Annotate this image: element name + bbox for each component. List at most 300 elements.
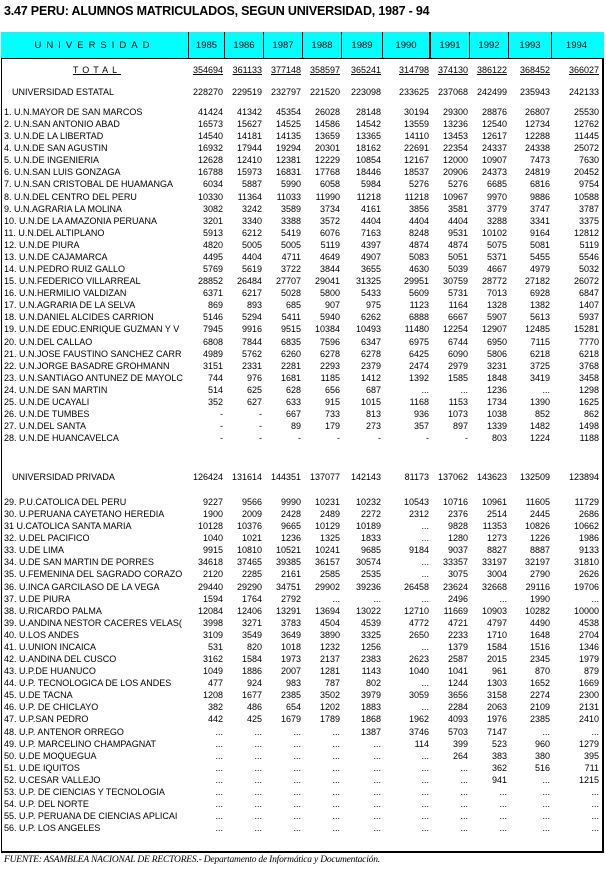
enrollment-value: 6278 [319, 348, 340, 359]
enrollment-value: 12254 [442, 324, 468, 335]
enrollment-value: 2120 [202, 569, 223, 580]
enrollment-value: ... [542, 799, 550, 809]
university-name: 9. U.N.AGRARIA LA MOLINA [4, 203, 123, 214]
enrollment-value: 4979 [529, 264, 550, 275]
university-name: 23. U.N.SANTIAGO ANTUNEZ DE MAYOLC [4, 372, 183, 383]
enrollment-value: 1677 [241, 690, 262, 701]
enrollment-value: 514 [207, 384, 223, 395]
enrollment-value: 1679 [280, 714, 301, 725]
enrollment-value: 1594 [202, 593, 223, 604]
enrollment-value: 6218 [529, 348, 550, 359]
header-year: 1991 [431, 32, 470, 58]
enrollment-value: 10907 [481, 155, 507, 166]
table-row [2, 106, 602, 118]
enrollment-value: ... [293, 726, 301, 737]
enrollment-value: 29041 [314, 276, 340, 287]
enrollment-value: 10282 [524, 605, 550, 616]
enrollment-value: 4721 [447, 617, 468, 628]
enrollment-value: 5731 [447, 288, 468, 299]
enrollment-value: 6034 [202, 179, 223, 190]
enrollment-value: 2428 [280, 509, 301, 520]
enrollment-value: 9037 [447, 545, 468, 556]
table-row [2, 336, 602, 348]
enrollment-value: 3162 [202, 654, 223, 665]
enrollment-value: 27182 [524, 276, 550, 287]
enrollment-value: ... [254, 762, 262, 773]
table-row [2, 556, 602, 568]
enrollment-value: 2979 [447, 360, 468, 371]
enrollment-value: 983 [285, 678, 301, 689]
enrollment-value: 28876 [481, 107, 507, 117]
enrollment-value: - [378, 433, 381, 444]
enrollment-value: 12406 [236, 605, 262, 616]
enrollment-value: 29290 [236, 581, 262, 592]
enrollment-value: 3572 [319, 215, 340, 226]
enrollment-value: 1339 [486, 421, 507, 432]
enrollment-value: 13453 [442, 131, 468, 142]
enrollment-value: 3388 [280, 215, 301, 226]
enrollment-value: 383 [491, 750, 507, 761]
enrollment-value: ... [460, 799, 468, 809]
enrollment-value: 3158 [486, 690, 507, 701]
enrollment-value: 19294 [275, 143, 301, 154]
enrollment-value: 11729 [574, 497, 599, 507]
enrollment-value: 1281 [319, 666, 340, 677]
enrollment-value: 5984 [360, 179, 381, 190]
enrollment-value: ... [254, 750, 262, 761]
enrollment-value: ... [421, 762, 429, 773]
enrollment-value: 633 [285, 396, 301, 407]
enrollment-value: 6076 [319, 227, 340, 238]
enrollment-value: 802 [365, 678, 381, 689]
enrollment-value: 4820 [202, 239, 223, 250]
enrollment-value: 1273 [486, 533, 507, 544]
enrollment-value: 3725 [529, 360, 550, 371]
enrollment-value: 2474 [408, 360, 429, 371]
enrollment-value: 27707 [275, 276, 301, 287]
enrollment-value: 223098 [350, 87, 381, 97]
enrollment-value: 3655 [360, 264, 381, 275]
table-row [2, 191, 602, 203]
enrollment-value: 3787 [578, 203, 599, 214]
enrollment-value: 5613 [529, 312, 550, 323]
enrollment-value: 3151 [202, 360, 223, 371]
enrollment-value: 81173 [404, 472, 429, 482]
enrollment-value: 24337 [481, 143, 507, 154]
enrollment-value: 11480 [404, 324, 429, 335]
enrollment-value: 137062 [437, 472, 468, 482]
enrollment-value: 7945 [202, 324, 223, 335]
enrollment-value: 131614 [231, 472, 262, 482]
enrollment-value: ... [215, 786, 223, 797]
enrollment-value: 1185 [320, 372, 340, 383]
enrollment-value: 132509 [519, 472, 550, 482]
enrollment-value: 24819 [524, 167, 550, 178]
university-name: 7. U.N.SAN CRISTOBAL DE HUAMANGA [4, 179, 174, 190]
enrollment-value: 4404 [241, 251, 262, 262]
enrollment-value: 5039 [447, 264, 468, 275]
enrollment-value: 1236 [280, 533, 301, 544]
table-row [2, 372, 602, 384]
enrollment-value: 11033 [276, 191, 301, 202]
enrollment-value: 3779 [486, 203, 507, 214]
header-year: 1986 [225, 32, 264, 58]
university-name: 28. U.N.DE HUANCAVELCA [4, 433, 119, 444]
enrollment-value: 4161 [360, 203, 381, 214]
header-year: 1987 [264, 32, 303, 58]
enrollment-value: 19706 [573, 581, 599, 592]
enrollment-value: 3589 [280, 203, 301, 214]
enrollment-value: 1153 [448, 396, 468, 407]
university-name: 53. U.P. DE CIENCIAS Y TECNOLOGIA [4, 786, 165, 797]
university-name: 15. U.N.FEDERICO VILLARREAL [4, 276, 141, 287]
enrollment-value: ... [499, 823, 507, 834]
enrollment-value: ... [421, 786, 429, 797]
enrollment-value: 10854 [355, 155, 381, 166]
enrollment-value: ... [591, 799, 599, 809]
table-row [2, 239, 602, 251]
enrollment-value: 3419 [529, 372, 550, 383]
enrollment-value: 879 [583, 666, 599, 677]
enrollment-value: ... [332, 811, 340, 822]
enrollment-value: 34751 [275, 581, 301, 592]
enrollment-value: 3502 [319, 690, 340, 701]
enrollment-value: 1669 [578, 678, 599, 689]
enrollment-value: 6975 [408, 336, 429, 347]
source-note: FUENTE: ASAMBLEA NACIONAL DE RECTORES.- Departamento de Informática y Documentación. [4, 855, 380, 865]
enrollment-value: 12084 [197, 605, 223, 616]
enrollment-value: 144351 [270, 472, 301, 482]
enrollment-value: 31325 [355, 276, 381, 287]
enrollment-value: 114 [414, 738, 429, 749]
header-year: 1985 [189, 32, 225, 58]
enrollment-value: 179 [324, 421, 340, 432]
enrollment-value: 361133 [232, 65, 262, 75]
enrollment-value: 3341 [529, 215, 550, 226]
enrollment-value: 4404 [447, 215, 468, 226]
enrollment-value: 4772 [408, 617, 429, 628]
enrollment-value: 10967 [442, 191, 468, 202]
university-name: 21. U.N.JOSE FAUSTINO SANCHEZ CARR [4, 348, 182, 359]
table-row [2, 496, 602, 508]
enrollment-value: 10129 [314, 521, 340, 532]
enrollment-value: 1224 [529, 433, 550, 444]
enrollment-value: 13236 [442, 119, 468, 130]
enrollment-value: 380 [534, 750, 550, 761]
university-name: 43. U.P.DE HUANUCO [4, 666, 96, 677]
enrollment-value: 1021 [241, 533, 262, 544]
enrollment-value: 5609 [408, 288, 429, 299]
table-row [2, 568, 602, 580]
enrollment-value: ... [421, 823, 429, 834]
university-name: 46. U.P. DE CHICLAYO [4, 702, 99, 713]
enrollment-value: - [220, 409, 223, 419]
enrollment-value: ... [542, 823, 550, 834]
enrollment-value: 1303 [486, 678, 507, 689]
enrollment-value: 9133 [578, 545, 599, 556]
enrollment-value: ... [460, 786, 468, 797]
enrollment-value: ... [591, 823, 599, 834]
enrollment-value: 4093 [447, 714, 468, 725]
enrollment-value: 961 [491, 666, 507, 677]
enrollment-value: 13291 [275, 605, 301, 616]
university-name: 29. P.U.CATOLICA DEL PERU [4, 497, 127, 507]
enrollment-value: 3288 [486, 215, 507, 226]
enrollment-value: 5146 [202, 312, 223, 323]
enrollment-value: 36157 [314, 557, 340, 568]
university-name: 8. U.N.DEL CENTRO DEL PERU [4, 191, 137, 202]
enrollment-value: 9990 [280, 497, 301, 507]
enrollment-value: ... [499, 593, 507, 604]
enrollment-value: 9665 [280, 521, 301, 532]
enrollment-value: 7147 [486, 726, 507, 737]
enrollment-value: 523 [491, 738, 507, 749]
enrollment-value: 6217 [241, 288, 262, 299]
university-name: 55. U.P. PERUANA DE CIENCIAS APLICAI [4, 811, 178, 822]
enrollment-value: 1188 [579, 433, 599, 444]
enrollment-value: 6347 [360, 336, 381, 347]
enrollment-value: 9566 [241, 497, 262, 507]
enrollment-value: 6744 [447, 336, 468, 347]
enrollment-value: 357 [413, 421, 429, 432]
enrollment-value: 1482 [529, 421, 550, 432]
enrollment-value: 1168 [409, 396, 429, 407]
enrollment-value: 893 [246, 300, 262, 311]
enrollment-value: ... [373, 823, 381, 834]
enrollment-value: 1390 [529, 396, 550, 407]
enrollment-value: 8827 [486, 545, 507, 556]
enrollment-value: 7473 [529, 155, 550, 166]
enrollment-value: 1962 [408, 714, 429, 725]
enrollment-value: 1279 [578, 738, 599, 749]
enrollment-value: ... [421, 557, 429, 568]
table-row [2, 629, 602, 641]
enrollment-value: 232797 [270, 87, 301, 97]
enrollment-value: 1123 [409, 300, 429, 311]
enrollment-value: 28148 [355, 107, 381, 117]
enrollment-value: 235943 [519, 87, 550, 97]
table-row [2, 275, 602, 287]
university-name: 54. U.P. DEL NORTE [4, 799, 89, 809]
enrollment-value: ... [421, 774, 429, 785]
enrollment-value: 4797 [486, 617, 507, 628]
enrollment-value: 3325 [360, 629, 381, 640]
enrollment-value: 975 [365, 300, 381, 311]
enrollment-value: 813 [365, 409, 381, 419]
enrollment-value: 1976 [486, 714, 507, 725]
enrollment-value: 37465 [236, 557, 262, 568]
enrollment-value: 12229 [314, 155, 340, 166]
enrollment-value: 12540 [481, 119, 507, 130]
enrollment-value: 1979 [578, 654, 599, 665]
enrollment-value: 3242 [241, 203, 262, 214]
university-name: 16. U.N.HERMILIO VALDIZAN [4, 288, 127, 299]
university-name: 13. U.N.DE CAJAMARCA [4, 251, 108, 262]
enrollment-value: 11218 [404, 191, 429, 202]
enrollment-value: 1382 [529, 300, 550, 311]
enrollment-value: 45354 [275, 107, 301, 117]
enrollment-value: 1848 [486, 372, 507, 383]
university-name: 47. U.P.SAN PEDRO [4, 714, 89, 725]
enrollment-value: 41342 [236, 107, 262, 117]
enrollment-value: ... [460, 774, 468, 785]
enrollment-value: 1280 [447, 533, 468, 544]
enrollment-value: ... [373, 799, 381, 809]
enrollment-value: 264 [452, 750, 468, 761]
enrollment-value: 13022 [355, 605, 381, 616]
enrollment-value: 2410 [578, 714, 599, 725]
enrollment-value: ... [460, 384, 468, 395]
enrollment-value: - [259, 433, 262, 444]
enrollment-value: 10189 [355, 521, 381, 532]
enrollment-value: ... [421, 678, 429, 689]
enrollment-value: 3856 [408, 203, 429, 214]
enrollment-value: 2790 [529, 569, 550, 580]
enrollment-value: 5005 [280, 239, 301, 250]
enrollment-value: 1073 [447, 409, 468, 419]
enrollment-value: 4989 [202, 348, 223, 359]
enrollment-value: ... [254, 726, 262, 737]
enrollment-value: - [259, 421, 262, 432]
university-name: 18. U.N.DANIEL ALCIDES CARRION [4, 312, 154, 323]
enrollment-value: 5081 [529, 239, 550, 250]
enrollment-value: ... [215, 762, 223, 773]
enrollment-value: 352 [207, 396, 223, 407]
enrollment-value: 2331 [241, 360, 262, 371]
enrollment-value: 314798 [398, 65, 429, 75]
enrollment-value: 8887 [529, 545, 550, 556]
enrollment-value: 1516 [529, 641, 550, 652]
enrollment-value: 1387 [360, 726, 381, 737]
table-row [2, 227, 602, 239]
enrollment-value: 2587 [447, 654, 468, 665]
enrollment-value: 15973 [236, 167, 262, 178]
enrollment-value: 6218 [578, 348, 599, 359]
enrollment-value: 12734 [524, 119, 550, 130]
enrollment-value: 897 [452, 421, 468, 432]
enrollment-value: 4539 [360, 617, 381, 628]
header-year: 1993 [509, 32, 552, 58]
enrollment-value: 1973 [280, 654, 301, 665]
enrollment-value: ... [373, 593, 381, 604]
enrollment-value: 9685 [360, 545, 381, 556]
enrollment-value: 2063 [486, 702, 507, 713]
enrollment-value: 5703 [447, 726, 468, 737]
enrollment-value: 30574 [355, 557, 381, 568]
enrollment-value: 1379 [447, 641, 468, 652]
table-row [2, 701, 602, 713]
enrollment-value: 787 [324, 678, 340, 689]
enrollment-value: 625 [246, 384, 262, 395]
table-row [2, 762, 602, 774]
enrollment-value: 12628 [197, 155, 223, 166]
enrollment-value: ... [293, 762, 301, 773]
university-name: 6. U.N.SAN LUIS GONZAGA [4, 167, 121, 178]
enrollment-value: 907 [324, 300, 340, 311]
enrollment-value: 5800 [319, 288, 340, 299]
table-row [2, 287, 602, 299]
enrollment-value: 11990 [315, 191, 340, 202]
enrollment-value: 4404 [408, 215, 429, 226]
enrollment-value: 7013 [486, 288, 507, 299]
enrollment-value: 2585 [319, 569, 340, 580]
enrollment-value: 395 [583, 750, 599, 761]
table-row [2, 677, 602, 689]
enrollment-value: ... [332, 799, 340, 809]
enrollment-value: 3844 [319, 264, 340, 275]
enrollment-value: 4630 [408, 264, 429, 275]
enrollment-value: - [465, 433, 468, 444]
enrollment-value: - [337, 433, 340, 444]
enrollment-value: 3458 [578, 372, 599, 383]
enrollment-value: ... [542, 384, 550, 395]
enrollment-value: 7163 [360, 227, 381, 238]
enrollment-value: 242133 [568, 87, 599, 97]
table-row [2, 593, 602, 605]
enrollment-value: 1407 [578, 300, 599, 311]
enrollment-value: 425 [246, 714, 262, 725]
enrollment-value: 2274 [529, 690, 550, 701]
enrollment-value: 1143 [361, 666, 381, 677]
enrollment-value: 2489 [319, 509, 340, 520]
enrollment-value: 123894 [568, 472, 599, 482]
enrollment-value: 3231 [486, 360, 507, 371]
enrollment-value: 362 [491, 762, 507, 773]
university-name: 17. U.N.AGRARIA DE LA SELVA [4, 300, 136, 311]
enrollment-value: 29951 [403, 276, 429, 287]
university-name: 39. U.ANDINA NESTOR CACERES VELAS( [4, 617, 182, 628]
enrollment-value: 3747 [529, 203, 550, 214]
enrollment-value: 23624 [442, 581, 468, 592]
university-name: 34. U.DE SAN MARTIN DE PORRES [4, 557, 154, 568]
enrollment-value: 5907 [486, 312, 507, 323]
enrollment-value: 2385 [529, 714, 550, 725]
enrollment-value: 18446 [355, 167, 381, 178]
enrollment-value: 2445 [529, 509, 550, 520]
table-header [1, 32, 604, 59]
enrollment-value: 4504 [319, 617, 340, 628]
enrollment-value: 26072 [573, 276, 599, 287]
enrollment-value: 2650 [408, 629, 429, 640]
enrollment-value: 9915 [202, 545, 223, 556]
enrollment-value: 14525 [275, 119, 301, 130]
university-name: 25. U.N.DE UCAYALI [4, 396, 90, 407]
enrollment-value: 15627 [236, 119, 262, 130]
university-name: 45. U.DE TACNA [4, 690, 73, 701]
enrollment-value: ... [293, 738, 301, 749]
enrollment-value: 9164 [529, 227, 550, 238]
enrollment-value: 26458 [403, 581, 429, 592]
enrollment-value: 20906 [442, 167, 468, 178]
enrollment-value: 25530 [573, 107, 599, 117]
enrollment-value: 5769 [202, 264, 223, 275]
university-name: 37. U.DE PIURA [4, 593, 71, 604]
university-name: 32. U.DEL PACIFICO [4, 533, 90, 544]
university-name: 48. U.P. ANTENOR ORREGO [4, 726, 124, 737]
table-row [2, 665, 602, 677]
enrollment-value: 3768 [578, 360, 599, 371]
university-name: 26. U.N.DE TUMBES [4, 409, 90, 419]
table-row [2, 774, 602, 786]
enrollment-value: 4649 [319, 251, 340, 262]
enrollment-value: 1886 [241, 666, 262, 677]
university-name: 56. U.P. LOS ANGELES [4, 823, 101, 834]
enrollment-value: 654 [285, 702, 301, 713]
enrollment-value: 1986 [578, 533, 599, 544]
enrollment-value: 4538 [578, 617, 599, 628]
enrollment-value: 711 [584, 762, 599, 773]
enrollment-value: ... [332, 786, 340, 797]
